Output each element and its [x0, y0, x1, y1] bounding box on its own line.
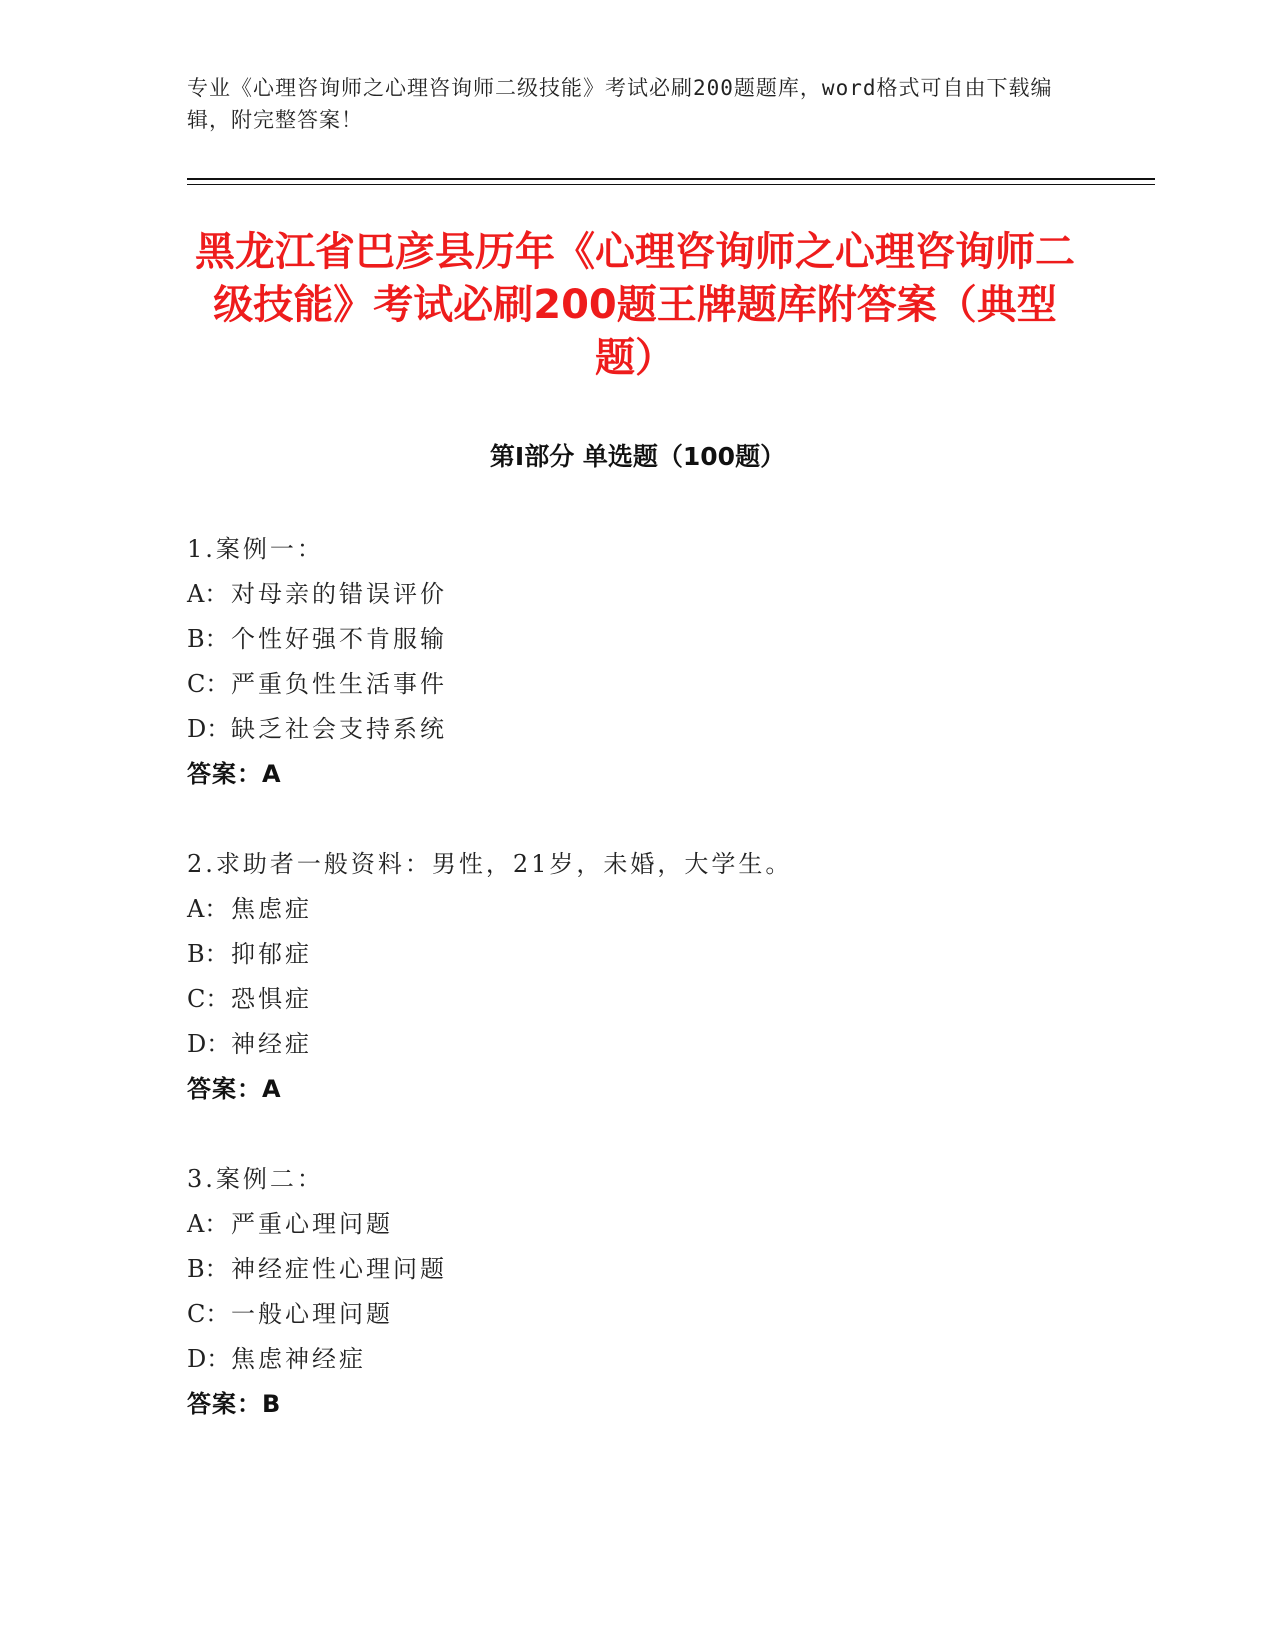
- option-key: C：: [187, 985, 230, 1013]
- option-key: A：: [187, 580, 229, 608]
- answer: 答案：A: [187, 1075, 282, 1103]
- option-text: 神经症: [231, 1030, 312, 1058]
- option-key: A：: [187, 1210, 229, 1238]
- option-text: 个性好强不肯服输: [231, 625, 447, 653]
- option-key: D：: [187, 715, 231, 743]
- option-text: 抑郁症: [231, 940, 312, 968]
- option-key: C：: [187, 670, 230, 698]
- question-stem: 1.案例一：: [187, 535, 324, 563]
- question-1: [187, 527, 1087, 797]
- option-c: [187, 977, 1087, 1022]
- option-text: 焦虑症: [231, 895, 312, 923]
- option-b: [187, 617, 1087, 662]
- option-key: A：: [187, 895, 229, 923]
- option-d: [187, 1022, 1087, 1067]
- option-a: [187, 1202, 1087, 1247]
- question-stem: 3.案例二：: [187, 1165, 324, 1193]
- question-2: [187, 842, 1087, 1112]
- header-divider: [187, 178, 1155, 185]
- option-a: [187, 887, 1087, 932]
- option-text: 缺乏社会支持系统: [231, 715, 447, 743]
- answer: 答案：A: [187, 760, 282, 788]
- option-text: 对母亲的错误评价: [231, 580, 447, 608]
- question-3: [187, 1157, 1087, 1427]
- option-d: [187, 707, 1087, 752]
- option-key: B：: [187, 1255, 229, 1283]
- option-text: 一般心理问题: [231, 1300, 393, 1328]
- option-key: B：: [187, 625, 229, 653]
- option-text: 焦虑神经症: [231, 1345, 366, 1373]
- option-key: D：: [187, 1345, 231, 1373]
- option-b: [187, 1247, 1087, 1292]
- option-key: C：: [187, 1300, 230, 1328]
- option-b: [187, 932, 1087, 977]
- option-text: 严重负性生活事件: [231, 670, 447, 698]
- option-text: 恐惧症: [231, 985, 312, 1013]
- section-heading: 第Ⅰ部分 单选题（100题）: [489, 442, 786, 471]
- option-c: [187, 1292, 1087, 1337]
- option-d: [187, 1337, 1087, 1382]
- divider-thick-line: [187, 178, 1155, 180]
- option-a: [187, 572, 1087, 617]
- option-key: B：: [187, 940, 229, 968]
- divider-thin-line: [187, 184, 1155, 185]
- answer: 答案：B: [187, 1390, 282, 1418]
- question-list: [187, 527, 1087, 1472]
- question-stem: 2.求助者一般资料：男性，21岁，未婚，大学生。: [187, 850, 793, 878]
- document-header-note: 专业《心理咨询师之心理咨询师二级技能》考试必刷200题题库，word格式可自由下载编辑，附完整答案！: [187, 76, 1053, 132]
- option-text: 神经症性心理问题: [231, 1255, 447, 1283]
- option-text: 严重心理问题: [231, 1210, 393, 1238]
- option-c: [187, 662, 1087, 707]
- option-key: D：: [187, 1030, 231, 1058]
- document-title: 黑龙江省巴彦县历年《心理咨询师之心理咨询师二级技能》考试必刷200题王牌题库附答案（典型题）: [195, 229, 1075, 381]
